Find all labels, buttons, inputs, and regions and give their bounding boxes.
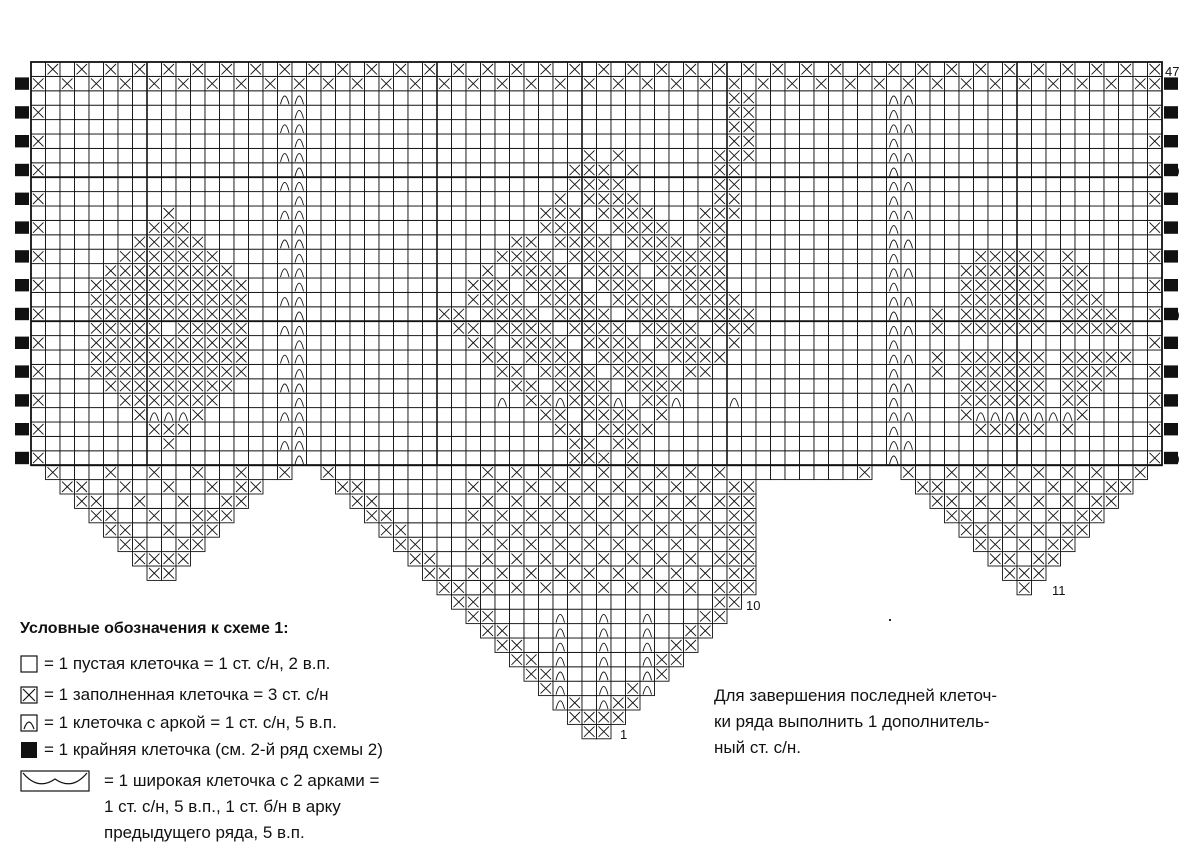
note-line1: Для завершения последней клеточ-: [714, 686, 998, 705]
edge-cell-right: [1164, 135, 1178, 147]
stray-dot: [889, 619, 891, 621]
edge-cell-left: [15, 423, 29, 435]
edge-cell-left: [15, 193, 29, 205]
note-line3: ный ст. с/н.: [714, 738, 802, 757]
legend-wide: [20, 768, 379, 846]
edge-cell-right: [1164, 77, 1178, 89]
edge-cell-right: [1164, 221, 1178, 233]
edge-cell-right: [1164, 106, 1178, 118]
legend-empty-text: = 1 пустая клеточка = 1 ст. с/н, 2 в.п.: [44, 654, 331, 673]
legend-edge: [20, 740, 383, 760]
legend-title: Условные обозначения к схеме 1:: [20, 620, 289, 637]
edge-cell-left: [15, 308, 29, 320]
edge-cell-right: [1164, 423, 1178, 435]
legend-filled-text: = 1 заполненная клеточка = 3 ст. с/н: [44, 685, 329, 704]
edge-cell-right: [1164, 250, 1178, 262]
row-label-11: 11: [1052, 583, 1066, 598]
empty-cell-icon: [20, 655, 38, 673]
edge-cell-left: [15, 365, 29, 377]
row-label-20: 20: [1165, 452, 1180, 467]
wide-cell-icon: [20, 769, 90, 793]
legend-wide-line3: предыдущего ряда, 5 в.п.: [104, 823, 305, 842]
legend-wide-line1: = 1 широкая клеточка с 2 арками =: [104, 771, 380, 790]
edge-cell-right: [1164, 365, 1178, 377]
row-label-47: 47: [1165, 64, 1180, 79]
filled-cell-icon: [20, 686, 38, 704]
edge-cell-left: [15, 135, 29, 147]
edge-cell-left: [15, 452, 29, 464]
row-label-1: 1: [620, 727, 628, 742]
row-label-40: 40: [1165, 164, 1180, 179]
edge-cell-left: [15, 221, 29, 233]
row-label-10: 10: [746, 598, 761, 613]
legend-empty: [20, 654, 330, 674]
edge-cell-left: [15, 394, 29, 406]
edge-cell-left: [15, 279, 29, 291]
edge-cell-icon: [20, 741, 38, 759]
legend-filled: [20, 685, 329, 705]
edge-cell-right: [1164, 193, 1178, 205]
edge-cell-left: [15, 337, 29, 349]
legend-edge-text: = 1 крайняя клеточка (см. 2-й ряд схемы 2): [44, 740, 383, 759]
arch-cell-icon: [20, 714, 38, 732]
edge-cell-left: [15, 250, 29, 262]
edge-cell-left: [15, 164, 29, 176]
edge-cell-right: [1164, 394, 1178, 406]
note-line2: ки ряда выполнить 1 дополнитель-: [714, 712, 990, 731]
legend-wide-line2: 1 ст. с/н, 5 в.п., 1 ст. б/н в арку: [104, 797, 341, 816]
edge-cell-right: [1164, 279, 1178, 291]
legend-arch-text: = 1 клеточка с аркой = 1 ст. с/н, 5 в.п.: [44, 713, 337, 732]
edge-cell-right: [1164, 337, 1178, 349]
legend-arch: [20, 713, 337, 733]
row-label-30: 30: [1165, 308, 1180, 323]
note: [714, 683, 1074, 761]
edge-cell-left: [15, 77, 29, 89]
edge-cell-left: [15, 106, 29, 118]
